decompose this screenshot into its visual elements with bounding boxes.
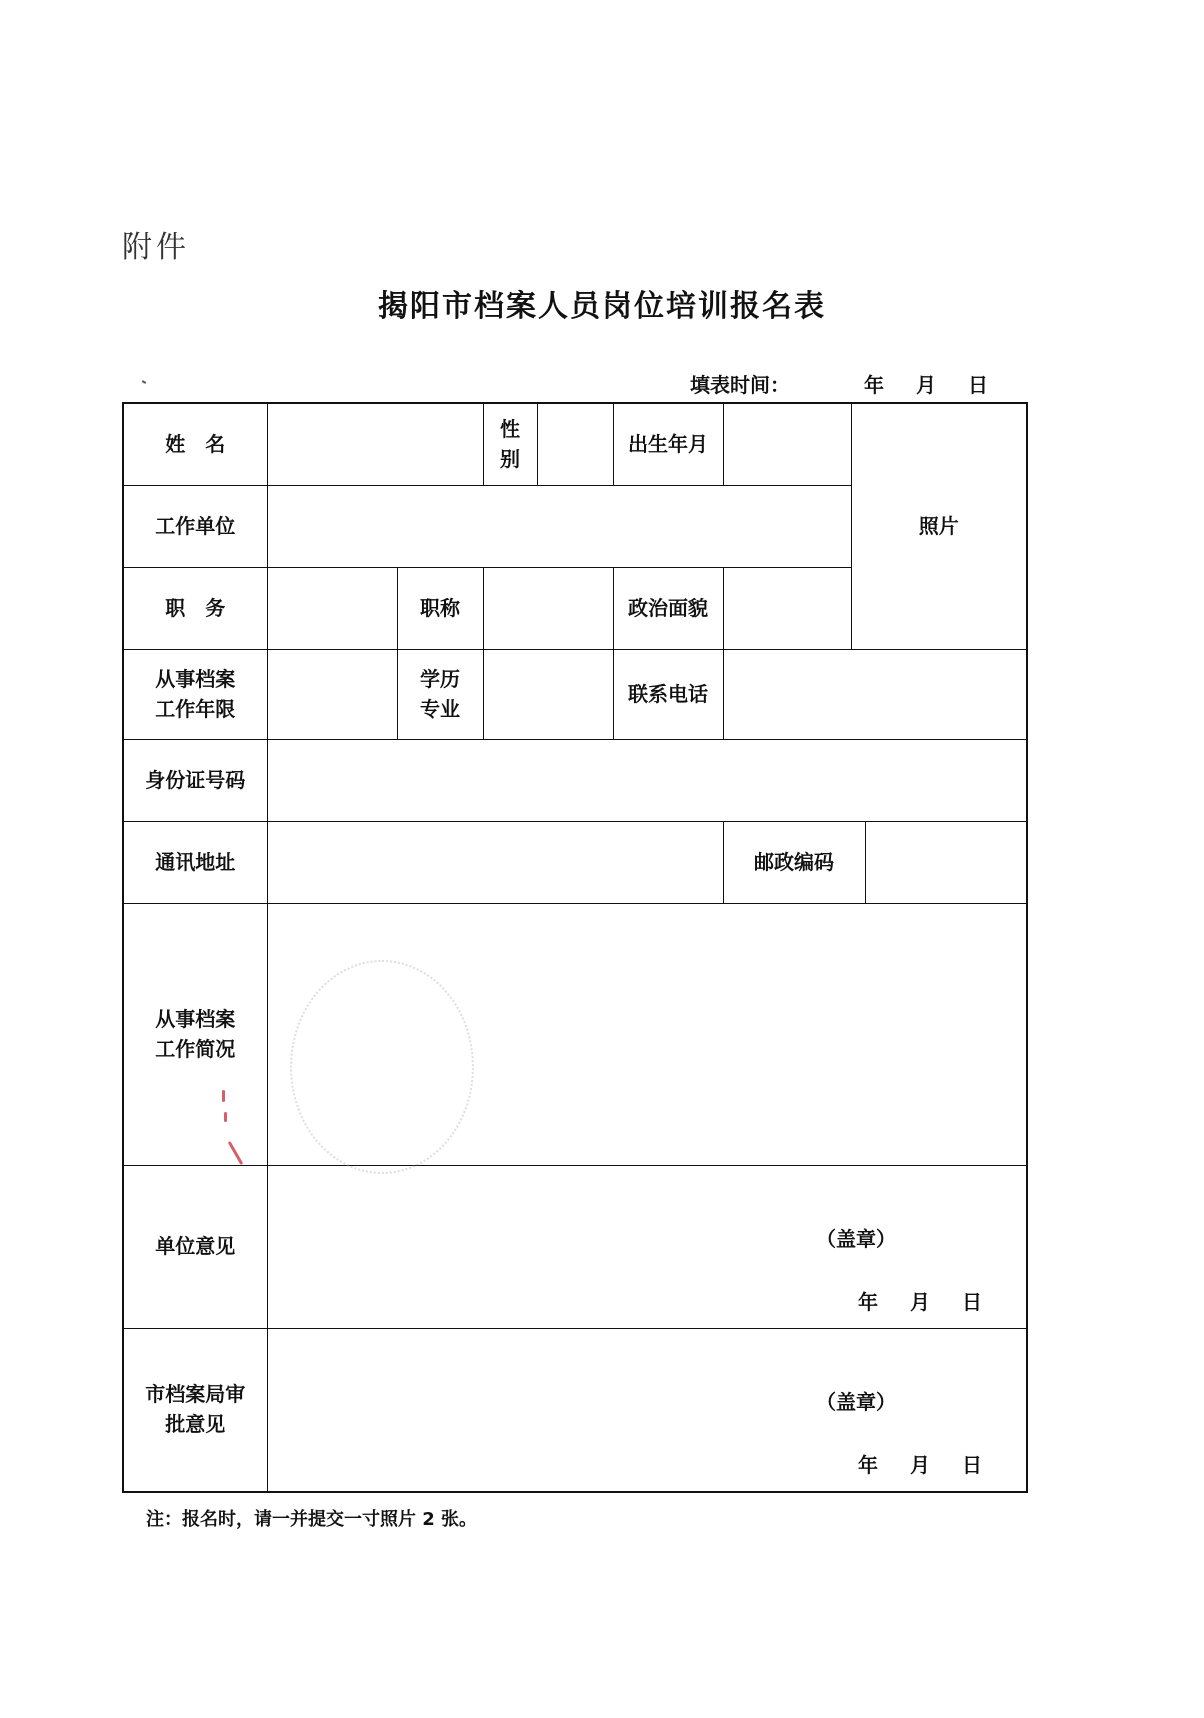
name-label: 姓 名 [123, 403, 267, 485]
education-field[interactable] [483, 649, 613, 739]
political-label: 政治面貌 [613, 567, 723, 649]
job-title-label: 职称 [397, 567, 483, 649]
address-label: 通讯地址 [123, 821, 267, 903]
month-label: 月 [916, 373, 936, 397]
position-label: 职 务 [123, 567, 267, 649]
photo-box[interactable] [851, 403, 1027, 649]
row-id [123, 739, 1027, 821]
birth-label: 出生年月 [613, 403, 723, 485]
row-years [123, 649, 1027, 739]
photo-label: 照片 [918, 513, 959, 538]
job-title-field[interactable] [483, 567, 613, 649]
summary-field[interactable] [267, 903, 1027, 1165]
postcode-field[interactable] [865, 821, 1027, 903]
unit-seal-label: （盖章） [816, 1226, 896, 1251]
phone-label: 联系电话 [613, 649, 723, 739]
unit-date [858, 1287, 982, 1318]
bureau-date [858, 1450, 982, 1481]
unit-opinion-label: 单位意见 [123, 1165, 267, 1328]
row-name [123, 403, 1027, 485]
birth-field[interactable] [723, 403, 851, 485]
row-address [123, 821, 1027, 903]
month-label: 月 [910, 1452, 930, 1477]
red-ink-mark [224, 1112, 227, 1122]
month-label: 月 [910, 1289, 930, 1314]
footer-note: 注：报名时，请一并提交一寸照片 2 张。 [146, 1509, 478, 1530]
id-field[interactable] [267, 739, 1027, 821]
year-label: 年 [864, 373, 884, 397]
day-label: 日 [968, 373, 988, 397]
work-unit-field[interactable] [267, 485, 851, 567]
years-label: 从事档案 工作年限 [123, 649, 267, 739]
attachment-label: 附件 [122, 230, 190, 265]
stray-mark [142, 380, 146, 384]
education-label: 学历 专业 [397, 649, 483, 739]
year-label: 年 [858, 1452, 878, 1477]
bureau-opinion-label: 市档案局审 批意见 [123, 1328, 267, 1492]
fill-date [690, 369, 988, 398]
unit-opinion-field[interactable] [267, 1165, 1027, 1328]
row-summary [123, 903, 1027, 1165]
registration-table [122, 402, 1028, 1493]
row-bureau-opinion [123, 1328, 1027, 1492]
years-field[interactable] [267, 649, 397, 739]
gender-field[interactable] [537, 403, 613, 485]
row-unit-opinion [123, 1165, 1027, 1328]
summary-label: 从事档案 工作简况 [123, 903, 267, 1165]
gender-label: 性 别 [483, 403, 537, 485]
phone-field[interactable] [723, 649, 1027, 739]
day-label: 日 [962, 1452, 982, 1477]
name-field[interactable] [267, 403, 483, 485]
day-label: 日 [962, 1289, 982, 1314]
id-label: 身份证号码 [123, 739, 267, 821]
postcode-label: 邮政编码 [723, 821, 865, 903]
form-title: 揭阳市档案人员岗位培训报名表 [378, 289, 826, 324]
political-field[interactable] [723, 567, 851, 649]
work-unit-label: 工作单位 [123, 485, 267, 567]
bureau-opinion-field[interactable] [267, 1328, 1027, 1492]
year-label: 年 [858, 1289, 878, 1314]
fill-time-label: 填表时间： [690, 373, 790, 397]
address-field[interactable] [267, 821, 723, 903]
position-field[interactable] [267, 567, 397, 649]
red-ink-mark [222, 1090, 225, 1102]
bureau-seal-label: （盖章） [816, 1389, 896, 1414]
